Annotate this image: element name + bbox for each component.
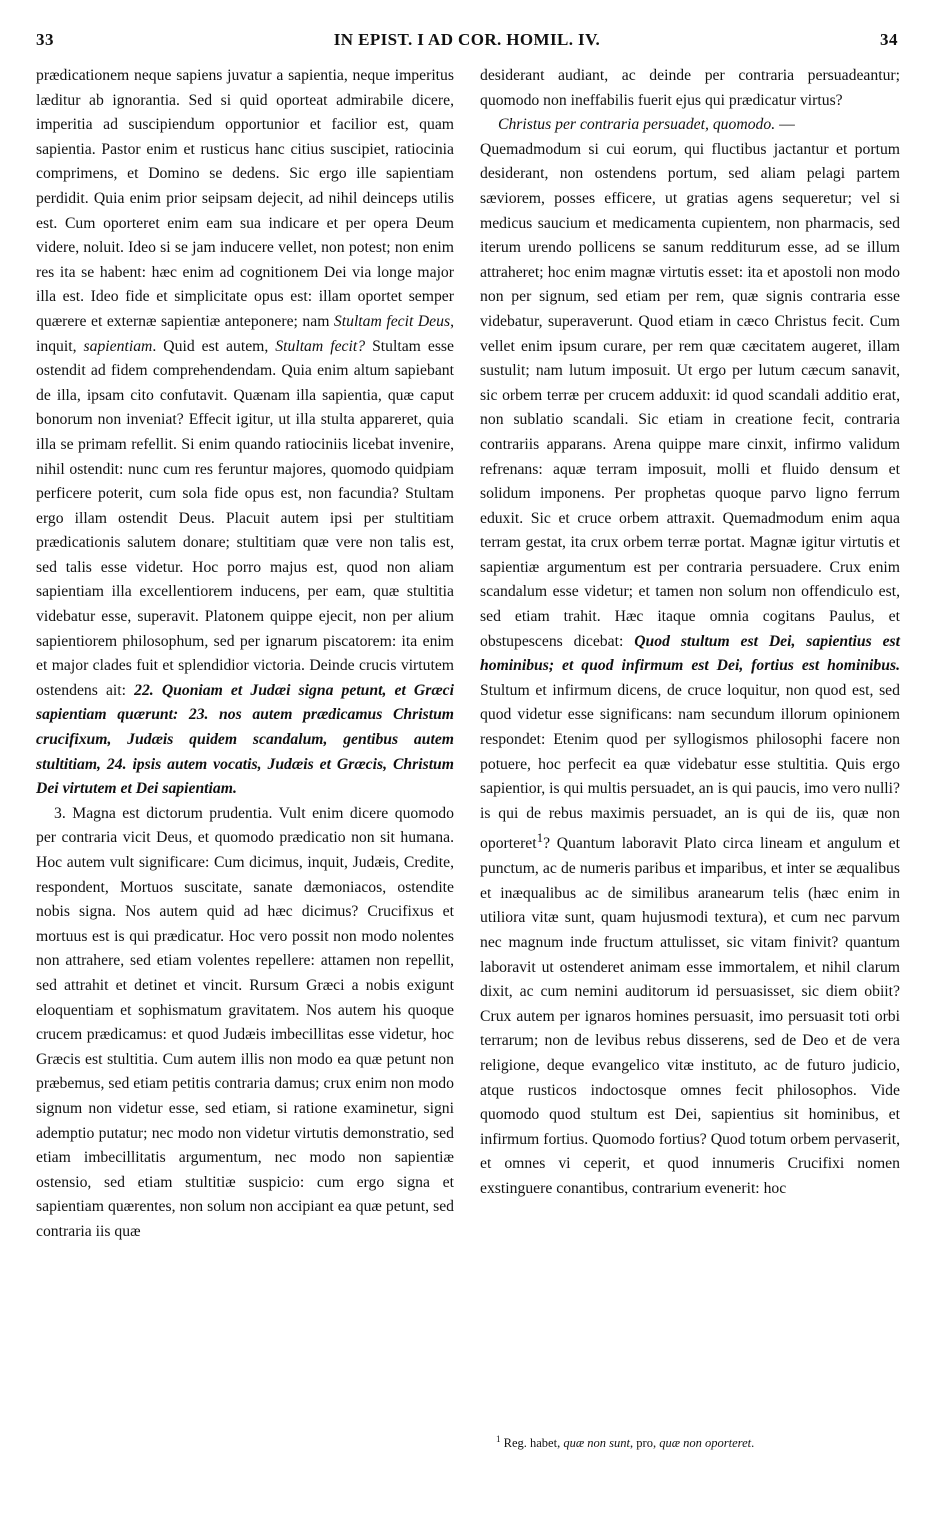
text-run: , pro, xyxy=(630,1436,660,1451)
footnote xyxy=(496,1430,896,1452)
paragraph: 3. Magna est dictorum prudentia. Vult enim dicere quomodo per contraria vicit Deus, et quomodo prædicatio non sit humana. Hoc autem vult significare: Cum dicimus, inquit, Judæis, Credite, respondent, Mortuos suscitate, sanate dæmoniacos, ostendite nobis signa. Nos autem quid ad hæc dicimus? Crucifixus et mortuus est is qui prædicatur. Hoc vero possit non modo nolentes non attrahere, sed etiam volentes repellere: attamen non repellit, sed attrahit et detinet et vincit. Rursum Græci a nobis exigunt eloquentiam et sophismatum gravitatem. Nos autem his quoque crucem prædicamus: et quod Judæis imbecillitas esse videtur, hoc Græcis est stultitia. Cum autem illis non modo ea quæ petunt non præbemus, sed etiam petitis contraria damus; crux enim non modo signum non videtur esse, sed etiam, si ratione examinetur, signi ademptio putatur; nec modo non videtur virtutis demonstratio, sed etiam imbecillitatis argumentum, nec modo non sapientiæ ostensio, sed etiam stultitiæ suspicio: cum ergo signa et sapientiam quærentes, non solum non accipiant ea quæ petunt, sed contraria iis quæ xyxy=(36,804,454,1240)
page-number-left: 33 xyxy=(36,30,54,49)
section-heading: Christus per contraria persuadet, quomodo. xyxy=(498,116,776,134)
text-run: Stultam esse ostendit ad fidem comprehendendam. Quia enim altum sapiebant de illa, ipsam cito confutavit. Quænam illa sapientia, quæ caput bonorum non inveniat? Effecit igitur, ut illa stulta appareret, quia illa se primam refellit. Si enim quando ratiociniis licebat invenire, nihil ostendit: nunc cum res feruntur majores, quomodo quidpiam perficere poterit, cum sola fide opus est, non facundia? Stultam ergo illam ostendit Deus. Placuit autem ipsi per stultitiam prædicationis salutem donare; stultitiam quæ vere non talis est, sed talis esse videtur. Hoc porro majus est, quod non aliam sapientiam illa excellentiorem inducens, per eam, quæ stultitia videbatur esse, superavit. Platonem quippe ejecit, non per alium sapientiorem philosophum, sed per ignarum piscatorem: ita enim et major clades fuit et splendidior victoria. Deinde crucis virtutem ostendens ait: xyxy=(36,337,454,699)
right-column xyxy=(480,64,900,1202)
running-title: IN EPIST. I AD COR. HOMIL. IV. xyxy=(333,30,601,49)
quote: quæ non oporteret xyxy=(659,1436,752,1451)
text-run: ? Quantum laboravit Plato circa lineam et angulum et punctum, ac de numeris paribus et imparibus, et inter se æqualibus et inæqualibus ac de similibus aranearum telis (hæc enim in utiliora vitæ sunt, quam hujusmodi textura), et cum nec parvum nec magnum inde fructum attulisset, sic vitam finivit? quantum laboravit ut ostenderet animam esse immortalem, et nihil clarum dixit, ac cum nemini auditorum id persuasisset, sic diem obiit? Crux autem per ignaros homines persuasit, imo persuasit toti orbi terrarum; non de levibus rebus disserens, sed de Deo et de vera religione, deque evangelico vitæ instituto, ac de futuro judicio, atque rusticos indoctosque omnes fecit philosophos. Vide quomodo quod stultum est Dei, sapientius sit hominibus, et infirmum fortius. Quomodo fortius? Quod totum orbem pervaserit, et omnes vi ceperit, et quod innumeris Crucifixi nomen exstinguere conantibus, contrarium evenerit: hoc xyxy=(480,835,900,1197)
scripture-verse: Quod stultum est Dei, sapientius est hominibus; et quod infirmum est Dei, fortius est hominibus. xyxy=(480,632,900,675)
quote: quæ non sunt xyxy=(563,1436,631,1451)
footnote-marker: 1 xyxy=(496,1434,501,1444)
section-heading-paragraph xyxy=(480,113,900,138)
paragraph: desiderant audiant, ac deinde per contraria persuadeantur; quomodo non ineffabilis fuerit ejus qui prædicatur virtus? xyxy=(480,67,900,109)
footnote-reference: 1 xyxy=(536,830,544,846)
quote: Stultam fecit Deus xyxy=(333,312,451,330)
paragraph xyxy=(480,138,900,1202)
paragraph xyxy=(36,64,454,802)
text-run: Quemadmodum si cui eorum, qui fluctibus jactantur et portum desiderant, non ostendens portum, sed aliam pelagi partem sæviorem, posses efficere, ut gratias agens sequeretur; vel si medicus saucium et medicamenta cupientem, non pharmacis, sed iterum urendo pollicens se sanum redditurum esse, ad se illum attraheret; hoc enim magnæ virtutis esset: ita et apostoli non modo non per signum, sed etiam per rem, quæ signis contraria esse videbatur, superaverunt. Quod etiam in cæco Christus fecit. Cum vellet enim ipsum curare, per rem quæ cæcitatem augeret, illam sustulit; nam lutum imposuit. Ut ergo per lutum cæcum sanavit, sic orbem terræ per crucem adduxit: id quod scandali additio erat, non sublatio scandali. Sic etiam in creatione fecit, contraria contrariis apparans. Arena quippe mare cinxit, infirmo validum refrenans: aquæ terram imposuit, molli et fluido densum et solidum imponens. Per prophetas quoque parvo ligno ferrum eduxit. Sic et cruce orbem attraxit. Quemadmodum enim aqua terram gestat, ita crux orbem terræ portat. Magnæ igitur virtutis et sapientiæ argumentum est per contraria persuadere. Crux enim scandalum esse videtur; et tamen non solum non offendiculo est, sed etiam trahit. Hæc itaque omnia cogitans Paulus, et obstupescens dicebat: xyxy=(480,140,900,650)
quote: Stultam fecit? xyxy=(275,337,366,355)
text-run: , inquit, xyxy=(36,312,454,355)
text-run: Stultum et infirmum dicens, de cruce loquitur, non quod est, sed quod videtur esse significans: nam secundum illorum opinionem respondet: Etenim quod per syllogismos philosophi facere non potuere, hoc perfecit ea quæ videbatur esse stultitia. Quis ergo sapientior, is qui multis persuadet, an is qui paucis, imo vero nulli? is qui de rebus maximis persuadet, an is qui de iis, quæ non oporteret xyxy=(480,681,900,853)
text-run: — xyxy=(775,116,795,134)
page-number-right: 34 xyxy=(879,30,898,49)
running-header xyxy=(36,30,898,58)
text-run: . Quid est autem, xyxy=(152,337,276,355)
text-run: prædicationem neque sapiens juvatur a sapientia, neque imperitus læditur ab ignorantia. Sed si quid oporteat admirabile dicere, imperitia ad suscipiendum opportunior et facilior est, quam sapientia. Pastor enim et rusticus hanc citius suscipiet, ratiocinia comprimens, et Domino se dedens. Sic ergo ille sapientiam perdidit. Quia enim prior seipsam dejecit, ad nihil deinceps utilis est. Cum oporteret enim eam sua indicare et per opera Deum videre, noluit. Ideo si se jam inducere vellet, non potest; non enim res ita se habent: hæc enim ad cognitionem Dei via longe major illa est. Ideo fide et simplicitate opus est: illam oportet semper quærere et externæ sapientiæ anteponere; nam xyxy=(36,67,454,330)
scripture-verse: 22. Quoniam et Judæi signa petunt, et Græci sapientiam quærunt: 23. nos autem prædicamus Christum crucifixum, Judæis quidem scandalum, gentibus autem stultitiam, 24. ipsis autem vocatis, Judæis et Græcis, Christum Dei virtutem et Dei sapientiam. xyxy=(36,681,454,798)
left-column xyxy=(36,64,454,1245)
text-run: . xyxy=(751,1436,755,1451)
quote: sapientiam xyxy=(83,337,153,355)
text-run: Reg. habet, xyxy=(503,1436,564,1451)
